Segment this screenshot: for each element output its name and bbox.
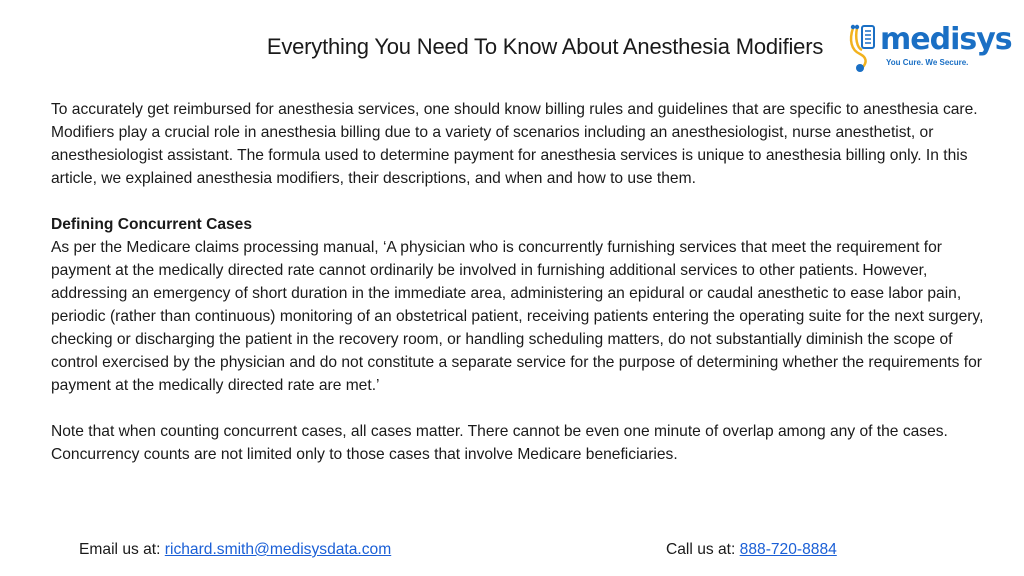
article-body	[51, 98, 1001, 489]
note-paragraph: Note that when counting concurrent cases, all cases matter. There cannot be even one minute of overlap among any of the cases. Concurrency counts are not limited only to those cases that involve Medicare beneficiaries.	[51, 423, 948, 463]
logo-wordmark: medisys	[880, 22, 1012, 57]
logo-tagline: You Cure. We Secure.	[886, 58, 969, 67]
email-contact	[79, 538, 391, 561]
email-link[interactable]: richard.smith@medisysdata.com	[164, 541, 392, 558]
intro-paragraph: To accurately get reimbursed for anesthesia services, one should know billing rules and guidelines that are specific to anesthesia care. Modifiers play a crucial role in anesthesia billing due to a variety of scenarios including an anesthesiologist, nurse anesthetist, or anesthesiologist assistant. The formula used to determine payment for anesthesia services is unique to anesthesia billing only. In this article, we explained anesthesia modifiers, their descriptions, and when and how to use them.	[51, 101, 978, 187]
phone-contact	[666, 538, 837, 561]
page-title: Everything You Need To Know About Anesthesia Modifiers	[266, 34, 824, 59]
concurrent-cases-section	[51, 213, 1001, 397]
section-paragraph: As per the Medicare claims processing manual, ‘A physician who is concurrently furnishing services that meet the requirement for payment at the medically directed rate cannot ordinarily be involved in furnishing additional services to other patients. However, addressing an emergency of short duration in the immediate area, administering an epidural or caudal anesthetic to ease labor pain, periodic (rather than continuous) monitoring of an obstetrical patient, receiving patients entering the operating suite for the next surgery, checking or discharging the patient in the recovery room, or handling scheduling matters, do not substantially diminish the scope of control exercised by the physician and do not constitute a separate service for the purpose of determining whether the requirements for payment at the medically directed rate are met.’	[51, 239, 984, 394]
section-heading: Defining Concurrent Cases	[51, 216, 253, 233]
phone-link[interactable]: 888-720-8884	[739, 541, 837, 558]
email-label: Email us at:	[79, 541, 165, 558]
phone-label: Call us at:	[666, 541, 740, 558]
company-logo	[846, 20, 1016, 76]
